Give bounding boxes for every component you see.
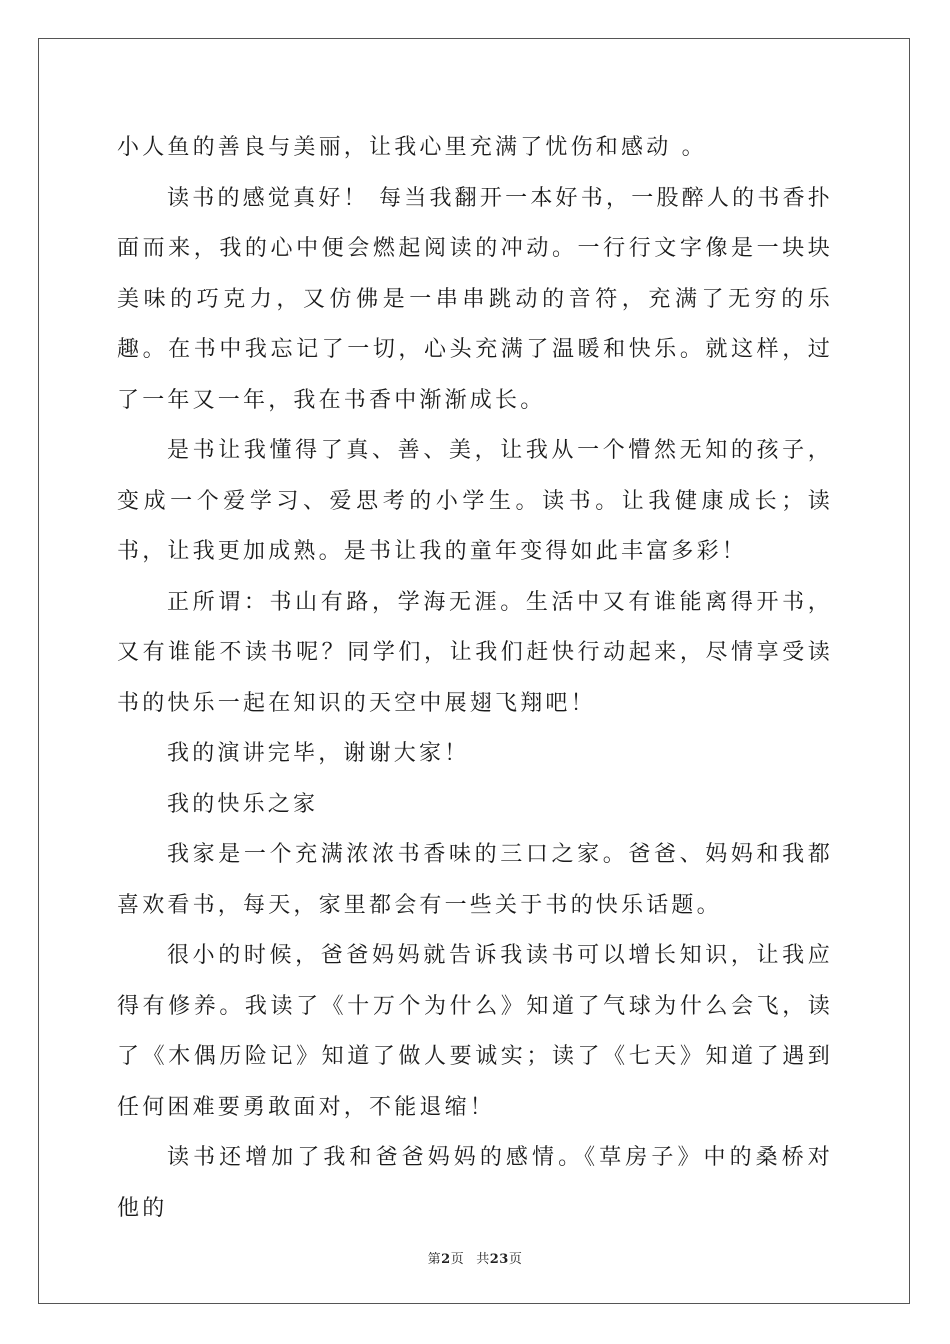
section-heading: 我的快乐之家 (167, 791, 319, 817)
total-suffix: 页 (508, 1252, 523, 1267)
page-prefix: 第 (427, 1252, 442, 1267)
total-prefix: 共 (476, 1252, 490, 1267)
document-body (117, 123, 833, 1234)
paragraph-8: 很小的时候，爸爸妈妈就告诉我读书可以增长知识，让我应得有修养。我读了《十万个为什么》知道了气球为什么会飞，读了《木偶历险记》知道了做人要诚实；读了《七天》知道了遇到任何困难要勇敢面对，不能退缩！ (117, 943, 833, 1120)
page-footer (0, 1248, 950, 1267)
paragraph-3: 是书让我懂得了真、善、美，让我从一个懵然无知的孩子，变成一个爱学习、爱思考的小学生。读书。让我健康成长；读书，让我更加成熟。是书让我的童年变得如此丰富多彩！ (117, 438, 833, 564)
page-suffix: 页 (450, 1252, 465, 1267)
paragraph-9: 读书还增加了我和爸爸妈妈的感情。《草房子》中的桑桥对他的 (117, 1145, 833, 1221)
page-number: 2 (441, 1252, 451, 1267)
paragraph-5: 我的演讲完毕，谢谢大家！ (167, 741, 470, 766)
paragraph-7: 我家是一个充满浓浓书香味的三口之家。爸爸、妈妈和我都喜欢看书，每天，家里都会有一些关于书的快乐话题。 (117, 842, 833, 918)
paragraph-4: 正所谓：书山有路，学海无涯。生活中又有谁能离得开书，又有谁能不读书呢？同学们，让我们赶快行动起来，尽情享受读书的快乐一起在知识的天空中展翅飞翔吧！ (117, 589, 833, 716)
total-pages: 23 (489, 1252, 509, 1267)
paragraph-2: 读书的感觉真好！ 每当我翻开一本好书，一股醉人的书香扑面而来，我的心中便会燃起阅读的冲动。一行行文字像是一块块美味的巧克力，又仿佛是一串串跳动的音符，充满了无穷的乐趣。在书中我忘记了一切，心头充满了温暖和快乐。就这样，过了一年又一年，我在书香中渐渐成长。 (117, 185, 833, 413)
paragraph-1: 小人鱼的善良与美丽，让我心里充满了忧伤和感动 。 (117, 135, 707, 160)
